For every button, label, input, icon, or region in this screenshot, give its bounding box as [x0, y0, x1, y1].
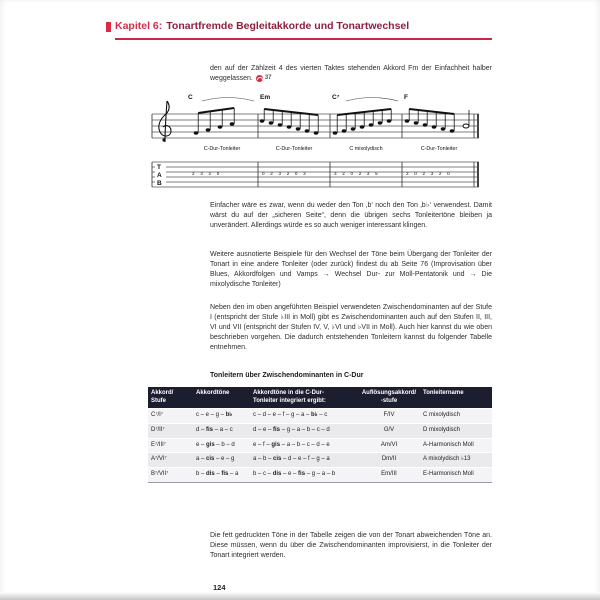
- cell-integrated-scale: b – c – dis – e – fis – g – a – b: [253, 471, 336, 478]
- cell-scale-name: D mixolydisch: [423, 426, 461, 433]
- cell-chord: B⁷/VII⁷: [151, 471, 169, 478]
- cell-chord: A⁷/VI⁷: [151, 456, 167, 463]
- notes-measure-1: [194, 108, 235, 135]
- tab-clef-letter-a: A: [157, 172, 162, 179]
- cell-scale-name: A mixolydisch ♭13: [423, 456, 471, 463]
- table-row: [148, 452, 492, 467]
- chord-label: F: [404, 94, 408, 101]
- tab-clef-letter-b: B: [157, 180, 162, 187]
- cell-resolution: G/V: [383, 426, 395, 433]
- cell-chord-tones: c – e – g – b♭: [196, 412, 233, 418]
- paragraph-easier: Einfacher wäre es zwar, wenn du weder den Ton ‚b‘ noch den Ton ‚b♭‘ verwendest. Damit wärst du auf der „sicheren Seite“, denn die übrigen sechs Tonleitertöne bleiben ja unverändert. Allerdings würde es so auch weniger interessant klingen.: [210, 202, 492, 229]
- chord-label: C⁷: [332, 94, 340, 101]
- cell-chord: C⁷/I⁷: [151, 412, 164, 418]
- chapter-title: Tonartfremde Begleitakkorde und Tonartwechsel: [166, 20, 410, 32]
- cell-chord-tones: e – gis – b – d: [196, 441, 235, 448]
- scale-label: C-Dur-Tonleiter: [203, 146, 241, 152]
- scale-label: C-Dur-Tonleiter: [275, 146, 313, 152]
- cell-resolution: Am/VI: [380, 441, 398, 448]
- chapter-underline: [115, 38, 492, 40]
- tab-numbers: 0 2 3 2 0 3: [262, 171, 308, 176]
- cell-chord: D⁷/II⁷: [151, 426, 165, 433]
- chapter-number-label: Kapitel 6:: [115, 20, 163, 32]
- table-header-cell: Tonleitername: [423, 390, 464, 396]
- cell-chord-tones: d – fis – a – c: [196, 426, 233, 433]
- cell-chord-tones: a – cis – e – g: [196, 456, 235, 463]
- slur-arcs: [202, 98, 398, 102]
- scale-label: C-Dur-Tonleiter: [420, 146, 458, 152]
- headphones-icon: [256, 75, 263, 82]
- table-row: [148, 467, 492, 482]
- cell-integrated-scale: d – e – fis – g – a – b – c – d: [253, 426, 330, 433]
- audio-track-number: 37: [264, 74, 272, 81]
- paragraph-intro: [210, 64, 492, 84]
- audio-track-chip: [256, 74, 272, 83]
- scale-label: C mixolydisch: [349, 146, 383, 152]
- paragraph-bold-notes: Die fett gedruckten Töne in der Tabelle zeigen die von der Tonart abweichenden Töne an. Diese müssen, wenn du über die Zwischendominanten improvisierst, in die Tonleiter der Tonart integriert werden.: [210, 532, 492, 559]
- cell-scale-name: A-Harmonisch Moll: [423, 441, 474, 448]
- paragraph-intro-text: den auf der Zählzeit 4 des vierten Taktes stehenden Akkord Fm der Einfachheit halber weggelassen.: [210, 65, 492, 83]
- cell-resolution: F/IV: [383, 412, 395, 418]
- cell-scale-name: C mixolydisch: [423, 412, 461, 418]
- chord-label: Em: [260, 94, 271, 101]
- tab-clef-letter-t: T: [157, 164, 161, 171]
- table-header-row: [148, 387, 492, 408]
- table-title: Tonleitern über Zwischendominanten in C-Dur: [210, 372, 364, 379]
- notes-measure-2: [260, 109, 319, 135]
- cell-chord: E⁷/III⁷: [151, 441, 167, 448]
- chord-label: C: [188, 94, 193, 101]
- page-number: 124: [213, 583, 226, 592]
- chapter-bullet-icon: [106, 22, 111, 32]
- table-header-cell: Akkord/ Stufe: [151, 390, 174, 404]
- cell-integrated-scale: c – d – e – f – g – a – b♭ – c: [253, 412, 328, 418]
- table-row: [148, 423, 492, 438]
- table-row: [148, 408, 492, 423]
- table-header-cell: Akkordtöne in die C-Dur- Tonleiter integriert ergibt:: [253, 390, 326, 404]
- cell-resolution: Em/III: [381, 471, 397, 478]
- music-notation: [146, 88, 492, 200]
- table-header-cell: Akkordtöne: [196, 390, 230, 396]
- tab-numbers: 2 3 2 0: [192, 171, 222, 176]
- cell-integrated-scale: a – b – cis – d – e – f – g – a: [253, 456, 330, 463]
- cell-resolution: Dm/II: [381, 456, 397, 463]
- page-bottom-edge: [0, 592, 600, 600]
- cell-integrated-scale: e – f – gis – a – b – c – d – e: [253, 441, 330, 448]
- treble-clef-icon: [159, 101, 171, 142]
- chapter-header: [115, 20, 492, 33]
- paragraph-more-examples: Weitere ausnotierte Beispiele für den Wechsel der Töne beim Übergang der Tonleiter der Tonart in eine andere Tonleiter (oder zurück) findest du ab Seite 76 (Improvisation über Blues, Akkordfolgen und Vamps → Wechsel Dur- zur Moll-Pentatonik und → Die mixolydische Tonleiter): [210, 251, 492, 288]
- table-header-cell: Auflösungsakkord/ -stufe: [361, 390, 417, 404]
- scales-table: [148, 387, 492, 483]
- tab-numbers: 2 0 2 3 2 0: [406, 171, 452, 176]
- paragraph-zwischendominanten: Neben den im oben angeführten Beispiel verwendeten Zwischendominanten auf der Stufe I (entspricht der Stufe ♭III in Moll) gibt es Zwischendominanten auch auf den Stufen II, III, VI und VII (entspricht der Stufen IV, V, ♭VI und ♭VII in Moll). Auch hier kannst du wie oben beschrieben vorgehen. Die dadurch entstehenden Tonleitern kannst du folgender Tabelle entnehmen.: [210, 304, 492, 351]
- notes-measure-4: [405, 109, 469, 133]
- notes-measure-3: [333, 109, 392, 135]
- table-row: [148, 438, 492, 453]
- tab-numbers: 3 2 0 2 3 5: [334, 171, 380, 176]
- cell-chord-tones: b – dis – fis – a: [196, 471, 239, 478]
- cell-scale-name: E-Harmonisch Moll: [423, 471, 474, 478]
